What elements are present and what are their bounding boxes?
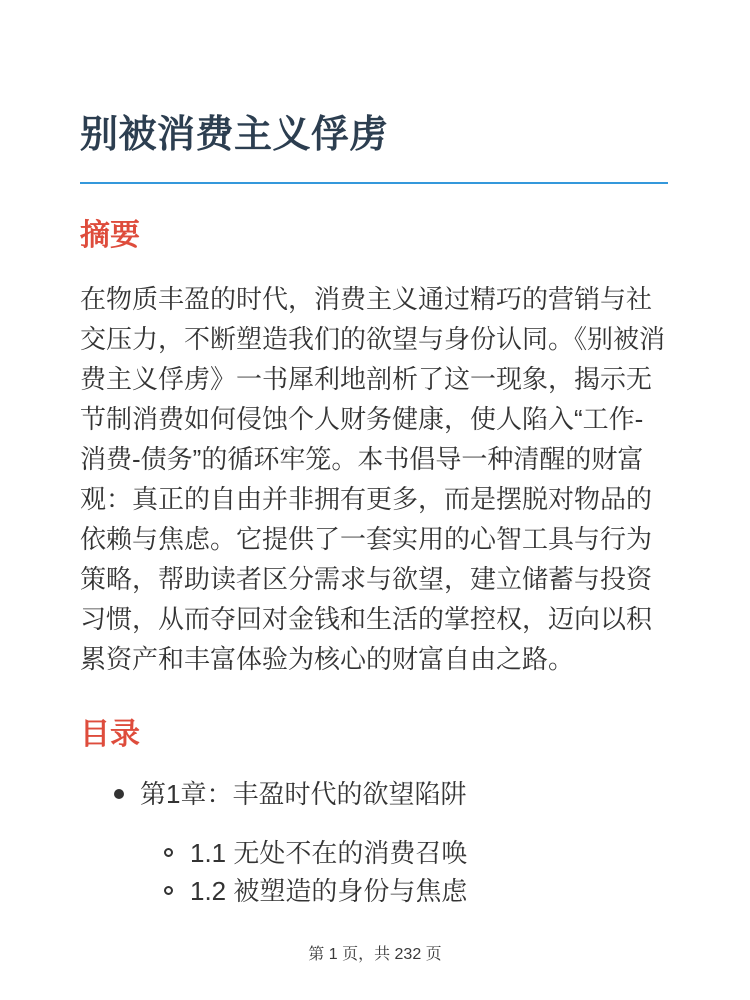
toc-heading: 目录 (80, 717, 140, 751)
toc-section-title: 1.2 被塑造的身份与焦虑 (190, 875, 468, 906)
page-number: 第 1 页，共 232 页 (308, 946, 442, 963)
toc-section-title: 1.1 无处不在的消费召唤 (190, 837, 468, 868)
page-title: 别被消费主义俘虏 (80, 112, 668, 184)
bullet-circle-icon (164, 848, 173, 857)
bullet-circle-icon (164, 886, 173, 895)
toc-section-item (140, 834, 668, 872)
toc-chapter-item (80, 774, 668, 910)
summary-paragraph: 在物质丰盈的时代，消费主义通过精巧的营销与社交压力，不断塑造我们的欲望与身份认同。《别被消费主义俘虏》一书犀利地剖析了这一现象，揭示无节制消费如何侵蚀个人财务健康，使人陷入“工作-消费-债务”的循环牢笼。本书倡导一种清醒的财富观：真正的自由并非拥有更多，而是摆脱对物品的依赖与焦虑。它提供了一套实用的心智工具与行为策略，帮助读者区分需求与欲望，建立储蓄与投资习惯，从而夺回对金钱和生活的掌控权，迈向以积累资产和丰富体验为核心的财富自由之路。 (80, 283, 666, 674)
toc-chapter-title: 第1章：丰盈时代的欲望陷阱 (140, 778, 467, 809)
bullet-disc-icon (114, 789, 124, 799)
summary-heading: 摘要 (80, 218, 140, 252)
toc-list (80, 774, 668, 910)
toc-section-item (140, 872, 668, 910)
toc-section-list (140, 834, 668, 910)
